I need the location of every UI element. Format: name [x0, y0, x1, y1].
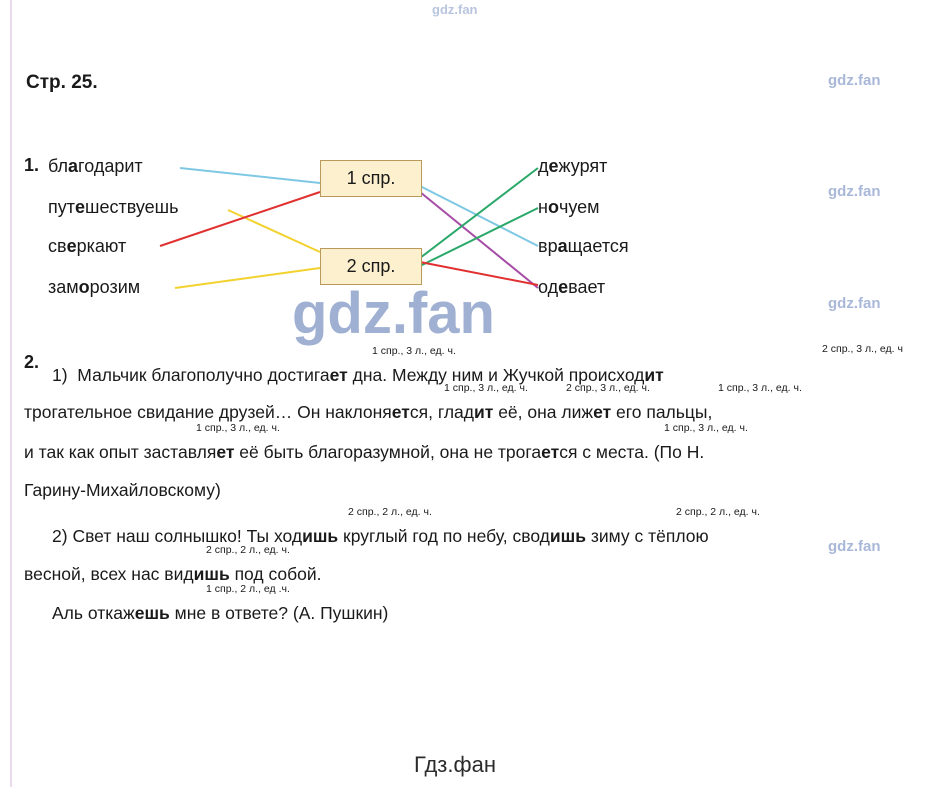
word-left-2-bold: е — [75, 197, 86, 217]
line-5-d: ишь — [549, 526, 586, 546]
watermark-right-1: gdz.fan — [828, 72, 881, 89]
word-left-3-pre: св — [48, 236, 67, 256]
annotation-5: 1 спр., 3 л., ед. ч. — [718, 382, 802, 394]
word-left-3-bold: е — [66, 236, 77, 256]
word-left-4-pre: зам — [48, 277, 79, 297]
box-conjugation-1: 1 спр. — [320, 160, 422, 197]
word-left-3-post: ркают — [76, 236, 127, 256]
word-right-4-pre: од — [538, 277, 559, 297]
word-right-1-pre: д — [538, 156, 549, 176]
annotation-8: 2 спр., 2 л., ед. ч. — [348, 506, 432, 518]
line-3-a: и так как опыт заставля — [24, 442, 217, 462]
task-1 — [0, 0, 946, 346]
word-left-2-pre: пут — [48, 197, 75, 217]
word-right-4-bold: е — [558, 277, 569, 297]
word-left-4-bold: о — [78, 277, 90, 297]
word-right-1-bold: е — [548, 156, 559, 176]
line-1-a: Мальчик благополучно достига — [77, 365, 330, 385]
word-right-2-pre: н — [538, 197, 548, 217]
word-right-3 — [538, 236, 629, 257]
word-left-1-pre: бл — [48, 156, 69, 176]
task-2-line-4 — [24, 471, 221, 509]
word-right-3-bold: а — [557, 236, 568, 256]
line-1-b: ет — [329, 365, 348, 385]
word-left-1 — [48, 156, 143, 177]
word-left-2-post: шествуешь — [85, 197, 179, 217]
annotation-10: 2 спр., 2 л., ед. ч. — [206, 544, 290, 556]
watermark-top: gdz.fan — [432, 2, 478, 17]
annotation-4: 2 спр., 3 л., ед. ч. — [566, 382, 650, 394]
page-title: Стр. 25. — [26, 72, 98, 93]
line-2-a: трогательное свидание друзей… Он наклоня — [24, 402, 392, 422]
annotation-6: 1 спр., 3 л., ед. ч. — [196, 422, 280, 434]
watermark-right-3: gdz.fan — [828, 295, 881, 312]
task-1-number: 1. — [24, 155, 40, 175]
annotation-2: 2 спр., 3 л., ед. ч — [822, 343, 903, 355]
line-2-b: ет — [391, 402, 410, 422]
line-1-d: ит — [644, 365, 664, 385]
word-left-1-post: годарит — [78, 156, 143, 176]
line-6-c: под собой. — [229, 564, 322, 584]
line-3-c: её быть благоразумной, она не трога — [234, 442, 542, 462]
annotation-11: 1 спр., 2 л., ед .ч. — [206, 583, 290, 595]
line-4-a: Гарину-Михайловскому) — [24, 480, 221, 500]
line-7-b: ешь — [134, 603, 170, 623]
line-3-d: ет — [541, 442, 560, 462]
line-2-f: ет — [593, 402, 612, 422]
line-2-c: ся, глад — [409, 402, 474, 422]
word-right-2-post: чуем — [558, 197, 600, 217]
line-5-b: ишь — [302, 526, 339, 546]
line-7-a: Аль откаж — [52, 603, 135, 623]
task-2-line-3 — [24, 433, 704, 471]
task-2-line-5 — [52, 517, 709, 555]
word-left-3 — [48, 236, 126, 257]
line-6-a: весной, всех нас вид — [24, 564, 194, 584]
task-2-line-7 — [52, 594, 388, 632]
annotation-3: 1 спр., 3 л., ед. ч. — [444, 382, 528, 394]
watermark-bottom: Гдз.фан — [414, 752, 496, 777]
word-right-4 — [538, 277, 605, 298]
box-conjugation-2: 2 спр. — [320, 248, 422, 285]
line-6-b: ишь — [193, 564, 230, 584]
line-1-c: дна. Между ним и Жучкой происход — [347, 365, 645, 385]
line-3-b: ет — [216, 442, 235, 462]
word-right-4-post: вает — [568, 277, 606, 297]
line-2-g: его пальцы, — [611, 402, 713, 422]
item-1-marker: 1) — [52, 365, 68, 385]
word-right-1 — [538, 156, 607, 177]
word-right-3-pre: вр — [538, 236, 558, 256]
word-right-2 — [538, 197, 600, 218]
line-5-a: Свет наш солнышко! Ты ход — [72, 526, 303, 546]
word-left-4 — [48, 277, 140, 298]
watermark-right-2: gdz.fan — [828, 183, 881, 200]
watermark-right-4: gdz.fan — [828, 538, 881, 555]
line-3-e: ся с места. (По Н. — [559, 442, 705, 462]
item-2-marker: 2) — [52, 526, 68, 546]
watermark-center: gdz.fan — [292, 281, 495, 346]
word-left-1-bold: а — [68, 156, 79, 176]
line-2-d: ит — [473, 402, 494, 422]
word-left-4-post: розим — [89, 277, 141, 297]
word-right-3-post: щается — [567, 236, 629, 256]
line-2-e: её, она лиж — [493, 402, 594, 422]
line-7-c: мне в ответе? (А. Пушкин) — [169, 603, 389, 623]
line-5-c: круглый год по небу, свод — [338, 526, 550, 546]
line-5-e: зиму с тёплою — [586, 526, 709, 546]
word-right-2-bold: о — [547, 197, 559, 217]
task-2-number: 2. — [24, 352, 40, 372]
annotation-7: 1 спр., 3 л., ед. ч. — [664, 422, 748, 434]
annotation-1: 1 спр., 3 л., ед. ч. — [372, 345, 456, 357]
word-left-2 — [48, 197, 179, 218]
annotation-9: 2 спр., 2 л., ед. ч. — [676, 506, 760, 518]
task-2-line-2 — [24, 393, 712, 431]
word-right-1-post: журят — [558, 156, 608, 176]
